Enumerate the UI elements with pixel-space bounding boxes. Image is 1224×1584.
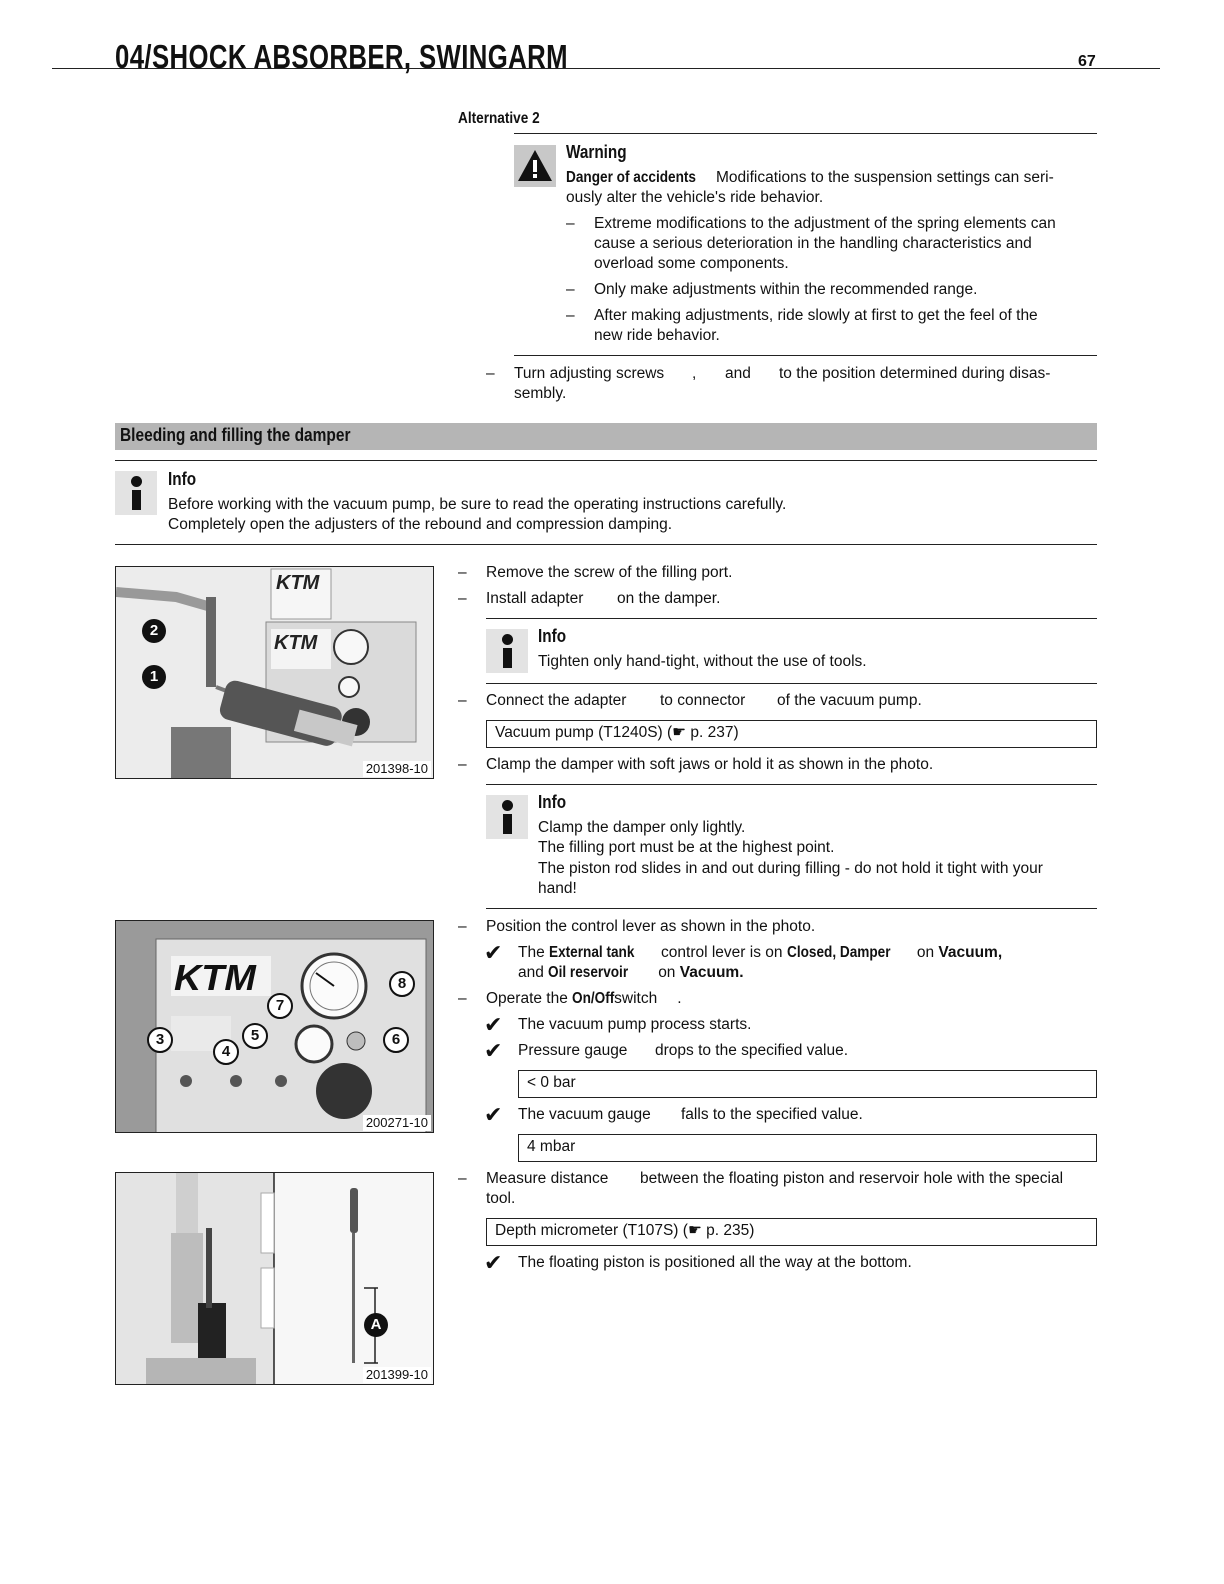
photo-vacuum-pump-adapter [115,566,434,779]
label-closed-damper: Closed, Damper [786,944,891,961]
info-top-rule [486,618,1097,619]
check-icon: ✔ [484,1038,503,1063]
svg-text:KTM: KTM [276,572,320,594]
warning-bullet-3b: new ride behavior. [594,327,720,344]
info-hand-tight: Tighten only hand-tight, without the use of tools. [538,653,867,670]
info-clamp-line-1: Clamp the damper only lightly. [538,819,746,836]
step-dash: – [458,756,467,773]
step-dash: – [486,365,495,382]
step-measure-c: tool. [486,1190,516,1207]
photo-code: 201399-10 [363,1367,431,1383]
info-bottom-rule [486,683,1097,684]
text: The [518,944,545,961]
warning-lead-text: Modifications to the suspension settings can seri- [716,169,1054,186]
spec-value-pressure: < 0 bar [518,1070,1097,1098]
photo-code: 201398-10 [363,761,431,777]
check-pressure-gauge-a: Pressure gauge [518,1042,628,1059]
callout-8: 8 [389,971,415,997]
info-clamp-line-3: The piston rod slides in and out during filling - do not hold it tight with your [538,860,1043,877]
warning-bullet-1a: Extreme modifications to the adjustment of the spring elements can [594,215,1056,232]
text: control lever is on [661,944,783,961]
warning-top-rule [514,133,1097,134]
step-measure-a: Measure distance [486,1170,609,1187]
label-vacuum: Vacuum. [679,964,744,981]
step-connect-b: to connector [660,692,746,709]
step-install-adapter-b: on the damper. [617,590,721,607]
check-pump-starts: The vacuum pump process starts. [518,1016,752,1033]
photo-control-panel [115,920,434,1133]
warning-title: Warning [566,142,627,162]
step-dash: – [458,692,467,709]
info-bottom-rule [486,908,1097,909]
step-turn-screws-and: and [725,365,751,382]
tool-box-depth-micrometer[interactable]: Depth micrometer (T107S) (☛ p. 235) [486,1218,1097,1246]
step-turn-screws-a: Turn adjusting screws [514,365,665,382]
step-dash: – [458,564,467,581]
step-turn-screws-c: sembly. [514,385,567,402]
bullet-dash: – [566,215,575,232]
text: Operate the [486,990,568,1007]
warning-bullet-1c: overload some components. [594,255,789,272]
text: on [916,944,935,961]
text: on [658,964,676,981]
text: . [677,990,682,1007]
header-rule [52,68,1160,69]
info-top-rule [115,460,1097,461]
info-title: Info [538,792,567,812]
spec-value-vacuum: 4 mbar [518,1134,1097,1162]
bullet-dash: – [566,281,575,298]
page-title: 04/SHOCK ABSORBER, SWINGARM [115,38,568,75]
check-icon: ✔ [484,1102,503,1127]
step-dash: – [458,590,467,607]
callout-5: 5 [242,1023,268,1049]
warning-lead-text-2: ously alter the vehicle's ride behavior. [566,189,824,206]
step-position-lever: Position the control lever as shown in the photo. [486,918,816,935]
step-turn-screws-comma: , [692,365,697,382]
callout-a: A [364,1313,388,1337]
warning-bullet-3a: After making adjustments, ride slowly at first to get the feel of the [594,307,1038,324]
check-lever-line-2 [518,963,744,983]
label-on-off: On/Off [572,990,615,1007]
check-lever-line-1 [518,943,1002,963]
text: and [518,964,544,981]
check-icon: ✔ [484,1012,503,1037]
step-dash: – [458,1170,467,1187]
info-clamp-line-2: The filling port must be at the highest point. [538,839,835,856]
step-connect-c: of the vacuum pump. [777,692,922,709]
bullet-dash: – [566,307,575,324]
warning-bullet-2: Only make adjustments within the recommended range. [594,281,978,298]
label-external-tank: External tank [549,944,635,961]
info-line-1: Before working with the vacuum pump, be sure to read the operating instructions carefully. [168,496,787,513]
step-connect-a: Connect the adapter [486,692,627,709]
photo-code: 200271-10 [363,1115,431,1131]
callout-4: 4 [213,1039,239,1065]
tool-box-vacuum-pump[interactable]: Vacuum pump (T1240S) (☛ p. 237) [486,720,1097,748]
info-icon [115,471,157,515]
step-dash: – [458,918,467,935]
ktm-logo: KTM [174,957,256,998]
step-dash: – [458,990,467,1007]
info-top-rule [486,784,1097,785]
warning-lead [566,168,1054,188]
alternative-heading: Alternative 2 [458,110,540,127]
callout-2: 2 [142,619,166,643]
check-icon: ✔ [484,1250,503,1275]
step-clamp: Clamp the damper with soft jaws or hold it as shown in the photo. [486,756,934,773]
info-line-2: Completely open the adjusters of the rebound and compression damping. [168,516,673,533]
check-vacuum-gauge-a: The vacuum gauge [518,1106,651,1123]
callout-3: 3 [147,1027,173,1053]
svg-text:KTM: KTM [274,632,318,654]
callout-7: 7 [267,993,293,1019]
callout-6: 6 [383,1027,409,1053]
info-title: Info [168,469,197,489]
callout-1: 1 [142,665,166,689]
warning-bullet-1b: cause a serious deterioration in the handling characteristics and [594,235,1032,252]
step-measure-b: between the floating piston and reservoir hole with the special [640,1170,1064,1187]
check-floating-piston: The floating piston is positioned all the way at the bottom. [518,1254,912,1271]
label-oil-reservoir: Oil reservoir [548,964,629,981]
info-clamp-line-4: hand! [538,880,577,897]
step-operate-switch [486,989,682,1009]
warning-bottom-rule [514,355,1097,356]
check-vacuum-gauge-b: falls to the specified value. [681,1106,863,1123]
info-bottom-rule [115,544,1097,545]
section-title: Bleeding and filling the damper [120,425,351,445]
info-icon [486,629,528,673]
page-number: 67 [1078,53,1096,70]
warning-lead-bold: Danger of accidents [566,169,696,186]
info-icon [486,795,528,839]
photo-depth-micrometer [115,1172,434,1385]
text: switch [614,990,658,1007]
check-pressure-gauge-b: drops to the specified value. [655,1042,849,1059]
step-turn-screws-b: to the position determined during disas- [779,365,1051,382]
check-icon: ✔ [484,940,503,965]
warning-icon [514,145,556,187]
step-install-adapter-a: Install adapter [486,590,584,607]
label-vacuum: Vacuum, [938,944,1003,961]
step-remove-screw: Remove the screw of the filling port. [486,564,733,581]
info-title: Info [538,626,567,646]
